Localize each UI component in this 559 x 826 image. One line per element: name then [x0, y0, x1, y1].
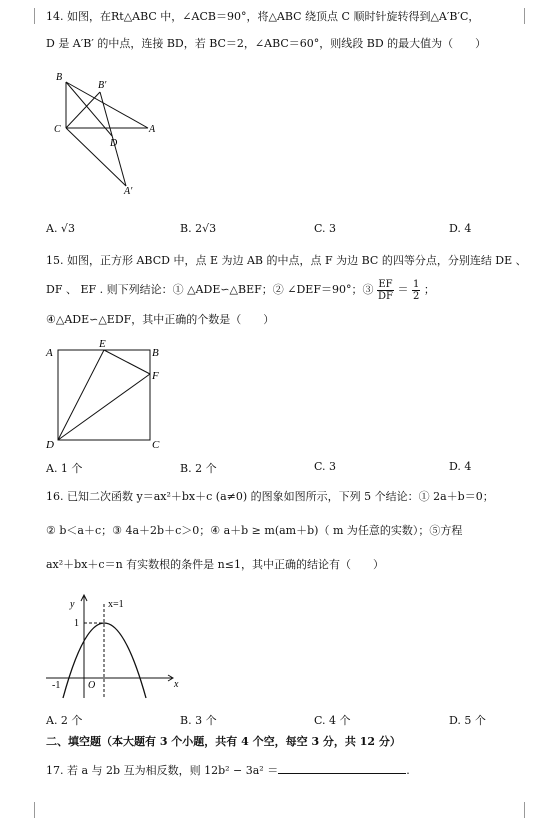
q16-label-one: 1 — [74, 618, 79, 629]
q14-label-a-prime: A′ — [124, 186, 133, 196]
q17-end: . — [406, 764, 410, 777]
q15-line-2-text: DF 、 EF . 则下列结论：① △ADE∽△BEF；② ∠DEF＝90°；③ — [46, 283, 374, 296]
q15-fraction-numerator: EF — [378, 278, 393, 290]
q15-label-e: E — [99, 338, 106, 350]
q15-option-a: A. 1 个 — [46, 462, 83, 475]
q15-label-f: F — [152, 370, 159, 382]
q14-figure — [52, 68, 164, 196]
q15-line-2 — [46, 278, 435, 302]
q16-label-axis-of-symmetry: x=1 — [108, 599, 124, 610]
q16-option-a: A. 2 个 — [46, 714, 83, 727]
q16-line-3: ax²＋bx＋c＝n 有实数根的条件是 n≤1，其中正确的结论有（ ） — [46, 558, 384, 571]
crop-mark-bottom-right — [524, 802, 541, 818]
q14-option-a: A. √3 — [46, 222, 75, 235]
q15-option-c: C. 3 — [314, 460, 337, 473]
q16-label-origin: O — [88, 680, 96, 691]
q15-half-numerator: 1 — [412, 278, 420, 290]
q16-label-y: y — [70, 599, 75, 610]
q14-option-c: C. 3 — [314, 222, 337, 235]
q16-line-2: ② b＜a＋c；③ 4a＋2b＋c＞0；④ a＋b ≥ m(am＋b)（ m 为任意的实数）；⑤方程 — [46, 524, 463, 537]
q15-figure — [42, 336, 172, 452]
q16-option-b: B. 3 个 — [180, 714, 217, 727]
q15-fraction-half — [412, 279, 420, 302]
q15-equals-sign: ＝ — [397, 283, 409, 296]
q14-option-d: D. 4 — [449, 222, 472, 235]
q16-figure — [42, 590, 182, 702]
section-2-heading: 二、填空题（本大题有 3 个小题，共有 4 个空，每空 3 分，共 12 分） — [46, 735, 401, 748]
q15-half-denominator: 2 — [412, 290, 420, 302]
q15-label-b: B — [152, 347, 159, 359]
crop-mark-bottom-left — [18, 802, 35, 818]
q14-line-1: 14. 如图，在Rt△ABC 中，∠ACB＝90°，将△ABC 绕顶点 C 顺时针旋转得到△A′B′C， — [46, 10, 480, 23]
q14-label-b-prime: B′ — [98, 80, 107, 91]
q14-label-d: D — [110, 138, 118, 149]
q16-label-neg-one: -1 — [52, 680, 61, 691]
q15-line-3: ④△ADE∽△EDF，其中正确的个数是（ ） — [46, 313, 275, 326]
crop-mark-top-left — [18, 8, 35, 24]
q15-line-2-end: ； — [423, 283, 435, 296]
q15-fraction-ef-df — [377, 279, 394, 302]
q14-option-b: B. 2√3 — [180, 222, 217, 235]
q15-line-1: 15. 如图，正方形 ABCD 中，点 E 为边 AB 的中点，点 F 为边 BC 的四等分点，分别连结 DE 、 — [46, 254, 527, 267]
q16-option-c: C. 4 个 — [314, 714, 351, 727]
crop-mark-top-right — [524, 8, 541, 24]
q14-label-a: A — [149, 124, 156, 135]
q15-label-a: A — [46, 347, 53, 359]
q15-option-b: B. 2 个 — [180, 462, 217, 475]
q17-line — [46, 762, 410, 778]
q14-line-2: D 是 A′B′ 的中点，连接 BD，若 BC＝2，∠ABC＝60°，则线段 BD 的最大值为（ ） — [46, 37, 487, 50]
q15-fraction-denominator: DF — [377, 290, 393, 302]
q16-line-1: 16. 已知二次函数 y＝ax²＋bx＋c (a≠0) 的图象如图所示，下列 5 个结论：① 2a＋b＝0； — [46, 490, 494, 503]
q15-label-c: C — [152, 439, 160, 451]
q14-label-b: B — [56, 72, 63, 83]
q17-answer-blank[interactable] — [278, 762, 406, 774]
q14-label-c: C — [54, 124, 61, 135]
q16-label-x: x — [174, 679, 179, 690]
q16-option-d: D. 5 个 — [449, 714, 486, 727]
q15-label-d: D — [46, 439, 54, 451]
q17-text: 17. 若 a 与 2b 互为相反数，则 12b² − 3a² ＝ — [46, 764, 279, 777]
q15-option-d: D. 4 — [449, 460, 472, 473]
